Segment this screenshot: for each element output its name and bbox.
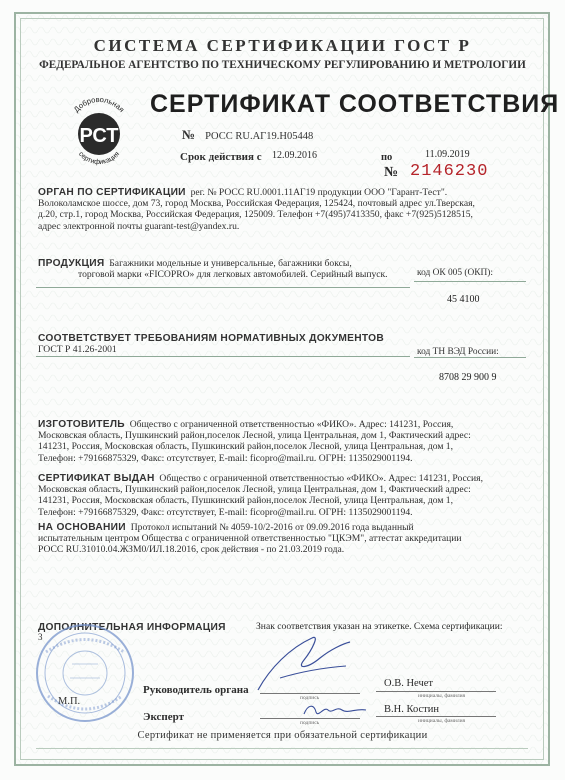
rst-logo (64, 94, 134, 170)
manufacturer-block (38, 419, 471, 464)
number-label: № (182, 127, 196, 142)
issued-block (38, 473, 483, 518)
basis-block (38, 522, 462, 556)
agency-title: ФЕДЕРАЛЬНОЕ АГЕНТСТВО ПО ТЕХНИЧЕСКОМУ РЕГУЛИРОВАНИЮ И МЕТРОЛОГИИ (39, 59, 526, 71)
product-block (38, 258, 388, 280)
product-line: торговой марки «FICOPRO» для легковых автомобилей. Серийный выпуск. (78, 269, 388, 281)
valid-to-label: по (381, 152, 393, 163)
certificate-number-row (182, 127, 313, 143)
serial-prefix: № (384, 165, 399, 180)
expert-label: Эксперт (143, 711, 185, 723)
issued-line: Общество с ограниченной ответственностью «ФИКО». Адрес: 141231, Россия, (159, 473, 483, 484)
organ-label: ОРГАН ПО СЕРТИФИКАЦИИ (38, 187, 186, 198)
issued-line: 141231, Россия, Московская область, Пушкинский район,поселок Лесной, улица Центральная, дом 1, (38, 495, 453, 507)
logo-top-text: Добровольная (71, 94, 127, 115)
issued-label: СЕРТИФИКАТ ВЫДАН (38, 473, 155, 484)
tnved-value: 8708 29 900 9 (439, 372, 497, 383)
footer-rule (36, 748, 528, 749)
organ-line: адрес электронной почты guarant-test@yandex.ru. (38, 220, 240, 232)
manufacturer-line: Телефон: +79166875329, Факс: отсутствует, E-mail: ficopro@mail.ru. ОГРН: 1135029001194. (38, 452, 413, 464)
okp-label: код ОК 005 (ОКП): (417, 268, 494, 278)
basis-line: испытательным центром Общества с ограниченной ответственностью "ЦКЭМ", аттестат аккредитации (38, 533, 462, 545)
validity-label: Срок действия с (180, 151, 262, 163)
head-name-line (376, 691, 496, 692)
head-name: О.В. Нечет (384, 678, 433, 689)
organ-line: д.20, стр.1, город Москва, Российская Федерация, 125009. Телефон +7(495)7413350, факс +7(925)5128515, (38, 209, 473, 221)
tnved-label: код ТН ВЭД России: (417, 347, 499, 357)
product-label: ПРОДУКЦИЯ (38, 258, 105, 269)
certificate-number: РОСС RU.АГ19.Н05448 (205, 131, 314, 142)
organ-line: Волоколамское шоссе, дом 73, город Москва, Российская Федерация, 125424, почтовый адрес ул.Тверская, (38, 198, 475, 210)
issued-line: Московская область, Пушкинский район,поселок Лесной, улица Центральная, дом 1, Фактический адрес: (38, 484, 471, 496)
okp-rule (414, 281, 526, 282)
valid-to: 11.09.2019 (425, 149, 470, 160)
head-signature (250, 628, 360, 698)
expert-signature (300, 698, 370, 722)
scheme-value: 3 (38, 632, 43, 642)
system-title: СИСТЕМА СЕРТИФИКАЦИИ ГОСТ Р (93, 36, 472, 55)
official-stamp (34, 622, 136, 724)
serial-number: 2146230 (410, 162, 489, 181)
basis-line: Протокол испытаний № 4059-10/2-2016 от 09.09.2016 года выданный (130, 522, 414, 533)
manufacturer-label: ИЗГОТОВИТЕЛЬ (38, 419, 125, 430)
manufacturer-line: Московская область, Пушкинский район,поселок Лесной, улица Центральная, дом 1, Фактический адрес: (38, 430, 471, 442)
additional-label: ДОПОЛНИТЕЛЬНАЯ ИНФОРМАЦИЯ (38, 622, 226, 633)
organ-block (38, 187, 475, 232)
head-label: Руководитель органа (143, 684, 249, 696)
organ-line: рег. № РОСС RU.0001.11АГ19 продукции ООО "Гарант-Тест". (190, 187, 448, 198)
expert-name-caption: инициалы, фамилия (418, 718, 466, 724)
manufacturer-line: Общество с ограниченной ответственностью «ФИКО». Адрес: 141231, Россия, (129, 419, 454, 430)
manufacturer-line: 141231, Россия, Московская область, Пушкинский район,поселок Лесной, улица Центральная, дом 1, (38, 441, 453, 453)
valid-from: 12.09.2016 (272, 150, 317, 161)
compliance-rule (36, 356, 410, 357)
issued-line: Телефон: +79166875329, Факс: отсутствует, E-mail: ficopro@mail.ru. ОГРН: 1135029001194. (38, 506, 413, 518)
expert-name-line (376, 716, 496, 717)
product-line: Багажники модельные и универсальные, багажники боксы, (109, 258, 352, 269)
logo-mark: РСТ (79, 125, 119, 147)
expert-sign-caption: подпись (300, 720, 320, 726)
okp-value: 45 4100 (447, 294, 480, 305)
svg-text:Добровольная (72, 95, 126, 114)
compliance-block (38, 333, 384, 355)
footer-note: Сертификат не применяется при обязательной сертификации (137, 730, 428, 741)
logo-bottom-text: сертификация (76, 150, 122, 167)
stamp-label: М.П. (58, 696, 81, 707)
basis-label: НА ОСНОВАНИИ (38, 522, 126, 533)
head-sign-caption: подпись (300, 695, 320, 701)
product-rule (36, 287, 410, 288)
expert-name: В.Н. Костин (384, 704, 439, 715)
standard: ГОСТ Р 41.26-2001 (38, 344, 117, 356)
compliance-label: СООТВЕТСТВУЕТ ТРЕБОВАНИЯМ НОРМАТИВНЫХ ДОКУМЕНТОВ (38, 333, 385, 344)
tnved-rule (414, 357, 526, 358)
certificate-title: СЕРТИФИКАТ СООТВЕТСТВИЯ (150, 90, 560, 118)
head-name-caption: инициалы, фамилия (418, 693, 466, 699)
basis-line: РОСС RU.31010.04.ЖЗМ0/ИЛ.18.2016, срок действия - по 21.03.2019 года. (38, 544, 345, 556)
additional-text: Знак соответствия указан на этикетке. Схема сертификации: (256, 621, 503, 632)
